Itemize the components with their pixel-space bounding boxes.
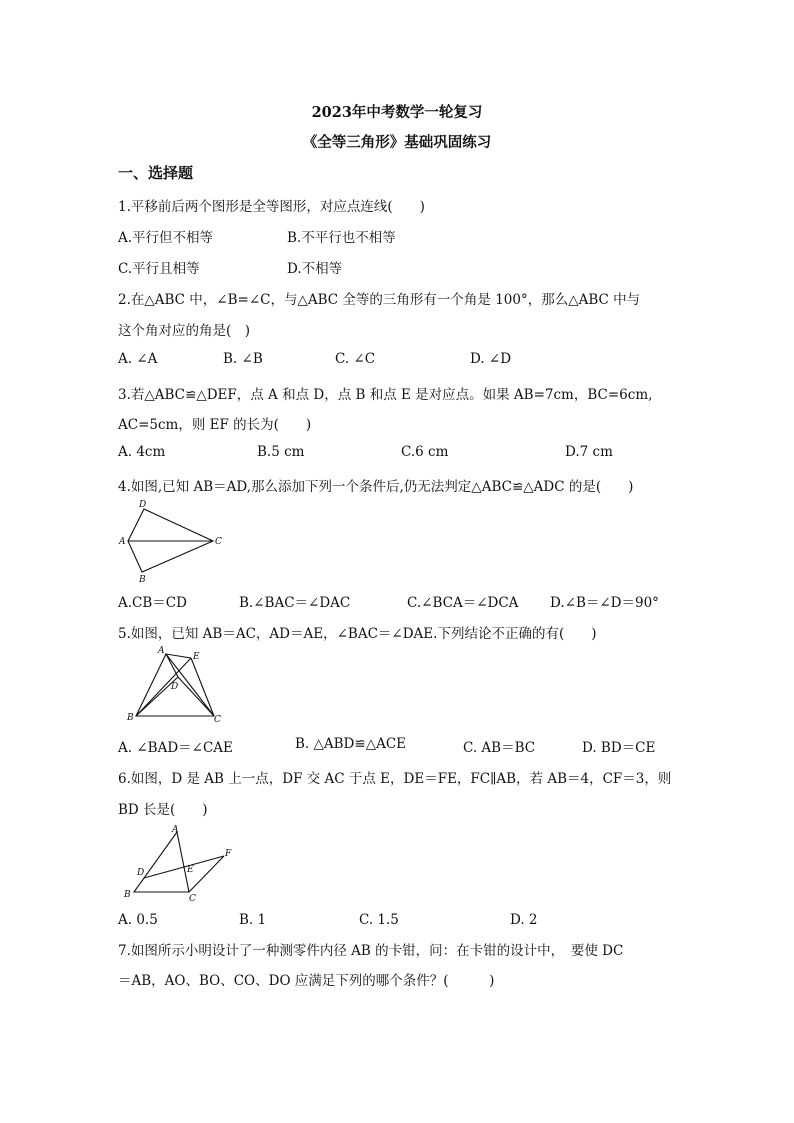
question-3-line2: AC=5cm，则 EF 的长为( ): [118, 417, 312, 433]
question-7-line2: ＝AB，AO、BO、CO、DO 应满足下列的哪个条件？( ): [118, 973, 495, 989]
question-2-line2: 这个角对应的角是( ): [118, 323, 251, 339]
question-5-text: 5.如图，已知 AB＝AC，AD＝AE，∠BAC＝∠DAE.下列结论不正确的有( ): [118, 626, 597, 642]
page-title: 2023年中考数学一轮复习: [311, 104, 483, 121]
q4-option-d: D.∠B＝∠D＝90°: [550, 595, 659, 611]
q6-label-d: D: [137, 868, 145, 878]
q5-option-c: C. AB＝BC: [463, 740, 536, 756]
q5-segment-ae: [166, 654, 191, 658]
q4-option-a: A.CB＝CD: [118, 595, 187, 611]
q5-label-a: A: [158, 646, 165, 656]
q3-option-a: A. 4cm: [118, 444, 166, 460]
question-3-line1: 3.若△ABC≌△DEF，点 A 和点 D，点 B 和点 E 是对应点。如果 AB=7cm，BC=6cm,: [118, 387, 653, 403]
question-7-line1: 7.如图所示小明设计了一种测零件内径 AB 的卡钳，问：在卡钳的设计中， 要使 DC: [118, 943, 624, 959]
question-6-line1: 6.如图，D 是 AB 上一点，DF 交 AC 于点 E，DE＝FE，FC∥AB，若 AB＝4，CF＝3，则: [118, 771, 672, 787]
question-1-text: 1.平移前后两个图形是全等图形，对应点连线( ): [118, 199, 425, 215]
q6-label-c: C: [189, 894, 196, 902]
q1-option-a: A.平行但不相等: [118, 230, 214, 246]
q6-label-e: E: [187, 865, 194, 875]
q6-label-a: A: [172, 825, 179, 835]
q5-segment-ec: [191, 658, 214, 716]
q4-option-b: B.∠BAC＝∠DAC: [239, 595, 351, 611]
q5-option-d: D. BD＝CE: [582, 740, 656, 756]
section-heading: 一、选择题: [118, 164, 194, 182]
q3-option-c: C.6 cm: [401, 444, 449, 460]
q6-segment-fc: [189, 856, 224, 892]
q6-label-f: F: [225, 849, 232, 859]
q6-option-d: D. 2: [510, 912, 538, 928]
question-6-line2: BD 长是( ): [118, 802, 208, 818]
q4-figure-kite: [112, 496, 232, 586]
q2-option-a: A. ∠A: [118, 351, 158, 367]
q5-option-a: A. ∠BAD＝∠CAE: [118, 740, 233, 756]
q4-label-a: A: [119, 537, 126, 547]
q5-label-e: E: [193, 652, 200, 662]
q1-option-c: C.平行且相等: [118, 261, 200, 277]
q6-segment-df: [144, 856, 224, 878]
q2-option-b: B. ∠B: [223, 351, 263, 367]
q6-option-c: C. 1.5: [359, 912, 399, 928]
q4-option-c: C.∠BCA＝∠DCA: [407, 595, 519, 611]
q5-segment-dc: [178, 677, 214, 716]
q1-option-d: D.不相等: [287, 261, 343, 277]
q2-option-d: D. ∠D: [470, 351, 512, 367]
q4-label-d: D: [139, 500, 147, 510]
q5-figure-triangles: [118, 644, 228, 730]
q5-option-b: B. △ABD≌△ACE: [295, 736, 407, 752]
q4-label-c: C: [215, 537, 222, 547]
q3-option-b: B.5 cm: [257, 444, 305, 460]
question-2-line1: 2.在△ABC 中，∠B=∠C，与△ABC 全等的三角形有一个角是 100°，那么△ABC 中与: [118, 292, 641, 308]
q6-option-a: A. 0.5: [118, 912, 158, 928]
q5-segment-be: [136, 658, 191, 716]
q1-option-b: B.不平行也不相等: [287, 230, 396, 246]
q5-label-b: B: [127, 713, 134, 723]
q6-option-b: B. 1: [239, 912, 267, 928]
q3-option-d: D.7 cm: [565, 444, 613, 460]
q6-label-b: B: [124, 890, 131, 900]
page-subtitle: 《全等三角形》基础巩固练习: [302, 134, 492, 151]
q4-label-b: B: [139, 575, 146, 585]
q5-label-c: C: [214, 715, 221, 725]
question-4-text: 4.如图,已知 AB＝AD,那么添加下列一个条件后,仍无法判定△ABC≌△ADC 的是( ): [118, 479, 634, 495]
q5-label-d: D: [171, 682, 179, 692]
q6-triangle-abc: [134, 832, 189, 892]
q6-figure: [114, 820, 244, 902]
q2-option-c: C. ∠C: [335, 351, 376, 367]
